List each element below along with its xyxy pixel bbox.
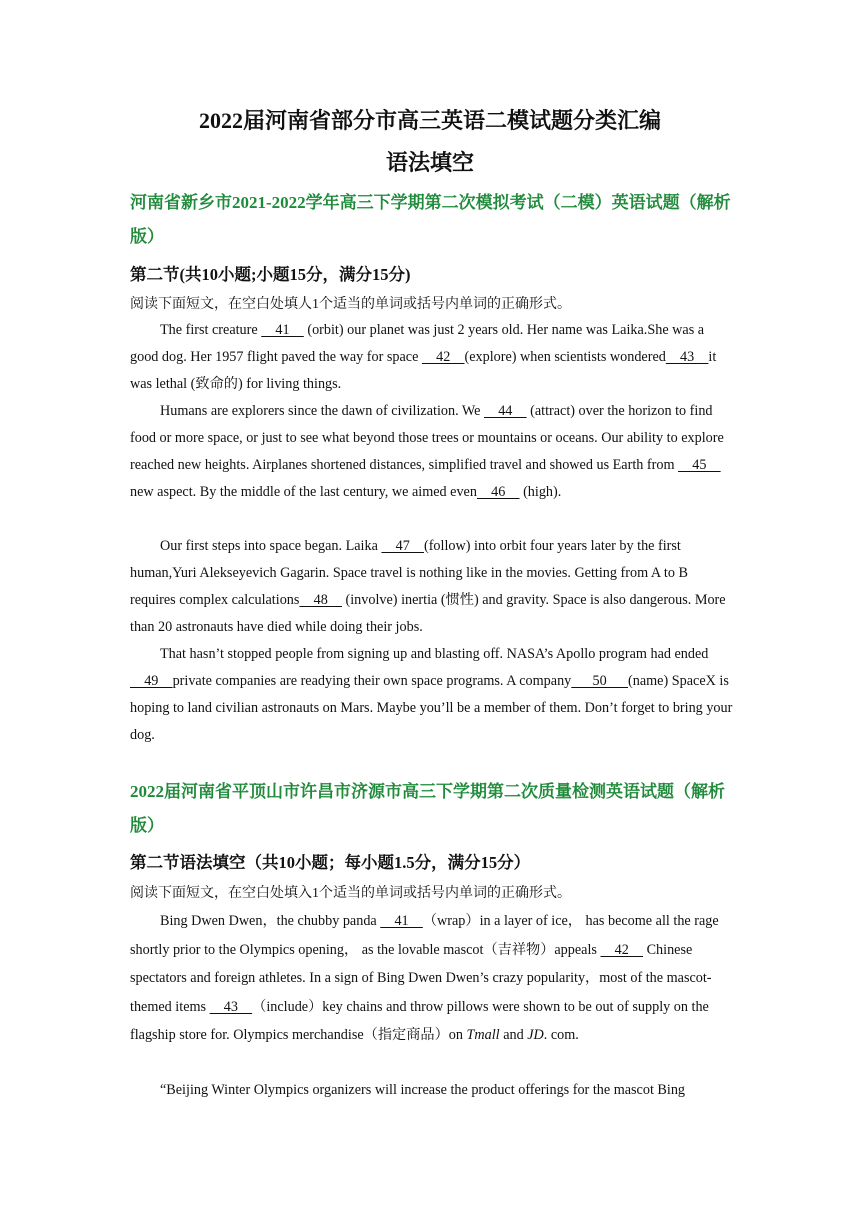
source-heading-1: 河南省新乡市2021-2022学年高三下学期第二次模拟考试（二模）英语试题（解析版） (130, 193, 731, 246)
tmall-text: Tmall (466, 1027, 500, 1043)
section-heading-1: 第二节(共10小题;小题15分，满分15分) (130, 265, 411, 284)
blank-46[interactable]: 46 (476, 484, 520, 500)
blank-43[interactable]: 43 (665, 349, 709, 365)
blank-49[interactable]: 49 (130, 673, 173, 689)
blank-42-b[interactable]: 42 (600, 941, 644, 958)
jd-text: JD (527, 1027, 544, 1043)
source-heading-2: 2022届河南省平顶山市许昌市济源市高三下学期第二次质量检测英语试题（解析版） (130, 782, 725, 835)
passage-1-paragraph-3: Our first steps into space began. Laika 47 (follow) into orbit four years later by the first human,Yuri Alekseyevich Gagarin. Space travel is nothing like in the movies. Getting from A to B requires complex calculations 48 (involve) inertia (惯性) and gravity. Space is also dangerous. More than 20 astronauts have died while doing their jobs. (130, 538, 726, 635)
blank-41[interactable]: 41 (261, 322, 304, 338)
blank-50[interactable]: 50 (571, 673, 629, 689)
section-heading-2: 第二节语法填空（共10小题；每小题1.5分，满分15分） (130, 853, 531, 872)
document-subtitle: 语法填空 (385, 150, 474, 175)
passage-2-paragraph-1: Bing Dwen Dwen，the chubby panda 41 （wrap）in a layer of ice， has become all the rage shortly prior to the Olympics opening， as the lovable mascot（吉祥物）appeals 42 Chinese spectators and foreign athletes. In a sign of Bing Dwen Dwen’s crazy popularity，most of the mascot-themed items 43 （include）key chains and throw pillows were shown to be out of supply on the flagship store for. Olympics merchandise（指定商品）on Tmall and JD. com. (130, 913, 719, 1043)
instruction-2: 阅读下面短文，在空白处填入1个适当的单词或括号内单词的正确形式。 (130, 886, 571, 901)
blank-41-b[interactable]: 41 (380, 913, 423, 929)
passage-2-paragraph-2: “Beijing Winter Olympics organizers will increase the product offerings for the mascot Bing (160, 1082, 686, 1098)
passage-1-paragraph-2: Humans are explorers since the dawn of civilization. We 44 (attract) over the horizon to find food or more space, or just to see what beyond those trees or mountains or oceans. Our ability to explore reached new heights. Airplanes shortened distances, simplified travel and showed us Earth from 45 new aspect. By the middle of the last century, we aimed even 46 (high). (130, 403, 724, 500)
blank-45[interactable]: 45 (678, 457, 721, 473)
blank-48[interactable]: 48 (299, 592, 342, 608)
blank-44[interactable]: 44 (484, 403, 527, 419)
blank-43-b[interactable]: 43 (209, 998, 253, 1015)
document-title: 2022届河南省部分市高三英语二模试题分类汇编 (198, 108, 661, 133)
blank-42[interactable]: 42 (421, 349, 465, 365)
passage-1-paragraph-4: That hasn’t stopped people from signing up and blasting off. NASA’s Apollo program had ended 49 private companies are readying their own space programs. A company 50 (name) SpaceX is hoping to land civilian astronauts on Mars. Maybe you’ll be a member of them. Don’t forget to bring your dog. (130, 646, 733, 743)
passage-1-paragraph-1: The first creature 41 (orbit) our planet was just 2 years old. Her name was Laika.She was a good dog. Her 1957 flight paved the way for space 42 (explore) when scientists wondered 43 it was lethal (致命的) for living things. (130, 322, 717, 392)
blank-47[interactable]: 47 (381, 538, 424, 554)
instruction-1: 阅读下面短文，在空白处填人1个适当的单词或括号内单词的正确形式。 (130, 297, 571, 312)
